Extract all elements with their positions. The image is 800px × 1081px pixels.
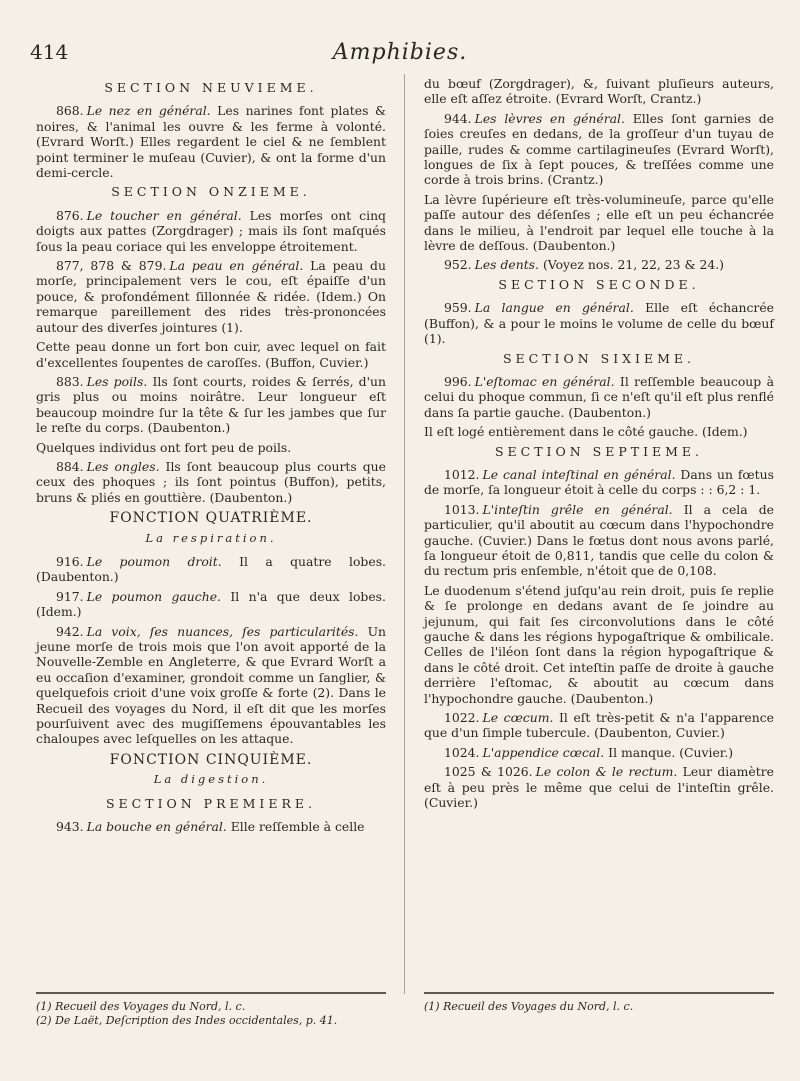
paragraph: Le duodenum s'étend juſqu'au rein droit, puis ſe replie & ſe prolonge en dedans avant de ſe joindre au jejunum, qui fait ſes circonvolutions dans le côté gauche & dans les régions hypogaſtrique & ombilicale. Celles de l'iléon ſont dans la région hypogaſtrique & dans le côté droit. Cet inteſtin paſſe de droite à gauche derrière l'eſtomac, & aboutit au cœcum dans l'hypochondre gauche. (Daubenton.) (424, 582, 774, 706)
footnotes-right (424, 992, 774, 1014)
article-text: (Voyez nos. 21, 22, 23 & 24.) (542, 257, 725, 273)
article-text: Ils ſont beaucoup plus courts que ceux des phoques ; ils ſont pointus (Buffon), petits, bruns & pliés en gouttière. (Daubenton.) (36, 458, 386, 505)
footnote-rule (424, 992, 774, 994)
article-title: La voix, ſes nuances, ſes particularités. (86, 623, 359, 639)
article-text: Ils ſont courts, roides & ſerrés, d'un gris plus ou moins noirâtre. Leur longueur eſt beaucoup moindre ſur la tête & ſur les jambes que ſur le reſte du corps. (Daubenton.) (36, 373, 386, 436)
article-entry (36, 459, 386, 505)
article-entry (36, 819, 386, 834)
article-entry (36, 103, 386, 180)
article-text: Il reſſemble beaucoup à celui du phoque commun, ſi ce n'eſt qu'il eſt plus renflé dans ſa partie gauche. (Daubenton.) (424, 373, 774, 420)
article-entry (424, 745, 774, 760)
footnote: (1) Recueil des Voyages du Nord, l. c. (424, 1000, 634, 1013)
article-number: 942. (56, 623, 84, 639)
article-text: Elles ſont garnies de ſoies creuſes en dedans, de la groſſeur d'un tuyau de paille, rudes & comme cartilagineuſes (Evrard Worſt), longues de ſix à ſept pouces, & treſſées comme une corde à trois brins. (Crantz.) (424, 110, 774, 188)
article-text: Leur diamètre eſt à peu près le même que celui de l'inteſtin grêle. (Cuvier.) (424, 764, 774, 811)
section-heading: SECTION NEUVIEME. (104, 80, 318, 95)
page-header (30, 40, 770, 70)
section-heading: SECTION ONZIEME. (111, 184, 311, 200)
article-entry (36, 554, 386, 585)
footnote: (2) De Laët, Deſcription des Indes occidentales, p. 41. (36, 1014, 338, 1027)
article-text: Il a quatre lobes. (Daubenton.) (36, 553, 386, 585)
article-title: Les ongles. (86, 458, 160, 474)
paragraph: Il eſt logé entièrement dans le côté gauche. (Idem.) (424, 424, 748, 440)
section-heading: SECTION SIXIEME. (502, 350, 696, 366)
subsection-heading: La digestion. (153, 772, 269, 787)
article-number: 996. (444, 373, 472, 389)
article-number: 884. (56, 458, 84, 474)
paragraph: Cette peau donne un fort bon cuir, avec lequel on fait d'excellentes ſoupentes de caroſſes. (Buffon, Cuvier.) (36, 339, 386, 370)
article-text: Il n'a que deux lobes. (Idem.) (36, 588, 386, 620)
article-number: 959. (444, 300, 472, 316)
article-text: Les morſes ont cinq doigts aux pattes (Zorgdrager) ; mais ils ſont maſqués ſous la peau coriace qui les enveloppe étroitement. (36, 207, 386, 254)
article-text: Elle eſt échancrée (Buffon), & a pour le moins le volume de celle du bœuf (1). (424, 300, 774, 347)
article-title: Le cœcum. (482, 710, 554, 726)
section-heading: SECTION PREMIERE. (105, 795, 316, 811)
article-entry (424, 467, 774, 498)
article-title: La langue en général. (474, 300, 634, 316)
column-divider (404, 74, 405, 994)
article-text: Il a cela de particulier, qu'il aboutit au cœcum dans l'hypochondre gauche. (Cuvier.) Dans le fœtus dont nous avons parlé, ſa longueur étoit de 0,811, tandis que celle du colon & du rectum pris enſemble, n'étoit que de 0,108. (424, 501, 774, 579)
article-entry (36, 258, 386, 335)
article-number: 1024. (444, 744, 480, 760)
footnote-rule (36, 992, 386, 994)
article-entry (36, 374, 386, 436)
article-entry (36, 589, 386, 620)
article-number: 1013. (444, 501, 480, 517)
article-number: 883. (56, 373, 84, 389)
article-entry (424, 710, 774, 741)
fonction-heading: FONCTION CINQUIÈME. (109, 751, 313, 768)
article-text: Il manque. (Cuvier.) (608, 744, 734, 760)
footnotes-left (36, 992, 386, 1028)
article-title: La peau en général. (169, 258, 304, 274)
paragraph: du bœuf (Zorgdrager), &, ſuivant pluſieurs auteurs, elle eſt aſſez étroite. (Evrard Worſt, Crantz.) (424, 76, 774, 107)
article-number: 1022. (444, 710, 480, 726)
article-number: 1012. (444, 466, 480, 482)
right-column (424, 76, 774, 814)
article-entry (36, 624, 386, 747)
page-number: 414 (30, 40, 69, 64)
article-number: 877, 878 & 879. (56, 258, 167, 274)
article-entry (424, 111, 774, 188)
article-entry (424, 502, 774, 579)
article-entry (424, 300, 774, 346)
left-column (36, 76, 386, 838)
footnote: (1) Recueil des Voyages du Nord, l. c. (36, 1000, 246, 1013)
section-heading: SECTION SECONDE. (498, 276, 700, 292)
article-number: 943. (56, 819, 84, 835)
subsection-heading: La respiration. (145, 530, 277, 545)
article-title: Le poumon gauche. (86, 588, 221, 604)
article-number: 917. (56, 588, 84, 604)
article-title: Les poils. (86, 373, 148, 389)
article-entry (36, 208, 386, 254)
paragraph: La lèvre ſupérieure eſt très-volumineuſe, parce qu'elle paſſe autour des déſenſes ; elle eſt un peu échancrée dans le milieu, à l'endroit par lequel elle touche à la lèvre de deſſous. (Daubenton.) (424, 191, 774, 254)
article-number: 876. (56, 207, 84, 223)
article-number: 1025 & 1026. (444, 764, 533, 780)
article-title: Le canal inteſtinal en général. (482, 466, 676, 482)
article-entry (424, 374, 774, 420)
section-heading: SECTION SEPTIEME. (494, 443, 704, 459)
running-title: Amphibies. (332, 40, 468, 65)
article-title: Les dents. (474, 257, 539, 273)
article-text: Elle reſſemble à celle (230, 819, 365, 835)
article-title: Le nez en général. (86, 103, 211, 119)
article-title: L'eſtomac en général. (474, 373, 615, 389)
article-text: La peau du morſe, principalement vers le cou, eſt épaiſſe d'un pouce, & profondément ſillonnée & ridée. (Idem.) On remarque pareillement des rides très-prononcées autour des diverſes jointures (1). (36, 258, 386, 335)
article-title: Les lèvres en général. (474, 110, 625, 126)
fonction-heading: FONCTION QUATRIÈME. (109, 510, 313, 527)
article-text: Dans un fœtus de morſe, ſa longueur étoit à celle du corps : : 6,2 : 1. (424, 466, 774, 498)
paragraph: Quelques individus ont fort peu de poils. (36, 439, 292, 455)
article-title: Le toucher en général. (86, 207, 242, 223)
article-number: 952. (444, 257, 472, 273)
article-text: Un jeune morſe de trois mois que l'on avoit apporté de la Nouvelle-Zemble en Angleterre, & que Evrard Worſt a eu occaſion d'examiner, grondoit comme un ſanglier, & quelquefois crioit d'une voix groſſe & forte (2). Dans le Recueil des voyages du Nord, il eſt dit que les morſes pourſuivent avec des mugiſſemens épouvantables les chaloupes avec leſquelles on les attaque. (36, 623, 386, 747)
article-title: Le poumon droit. (86, 553, 222, 569)
article-number: 944. (444, 110, 472, 126)
article-title: Le colon & le rectum. (535, 764, 678, 780)
article-number: 868. (56, 103, 84, 119)
article-number: 916. (56, 553, 84, 569)
article-entry (424, 764, 774, 810)
article-title: La bouche en général. (86, 819, 227, 835)
article-text: Il eſt très-petit & n'a l'apparence que d'un ſimple tubercule. (Daubenton, Cuvier.) (424, 710, 774, 741)
article-text: Les narines font plates & noires, & l'animal les ouvre & les ferme à volonté. (Evrard Worſt.) Elles regardent le ciel & ne ſemblent point terminer le muſeau (Cuvier), & ont la forme d'un demi-cercle. (36, 103, 386, 181)
article-title: L'inteſtin grêle en général. (482, 501, 673, 517)
article-entry (424, 257, 774, 272)
article-title: L'appendice cœcal. (482, 744, 605, 760)
